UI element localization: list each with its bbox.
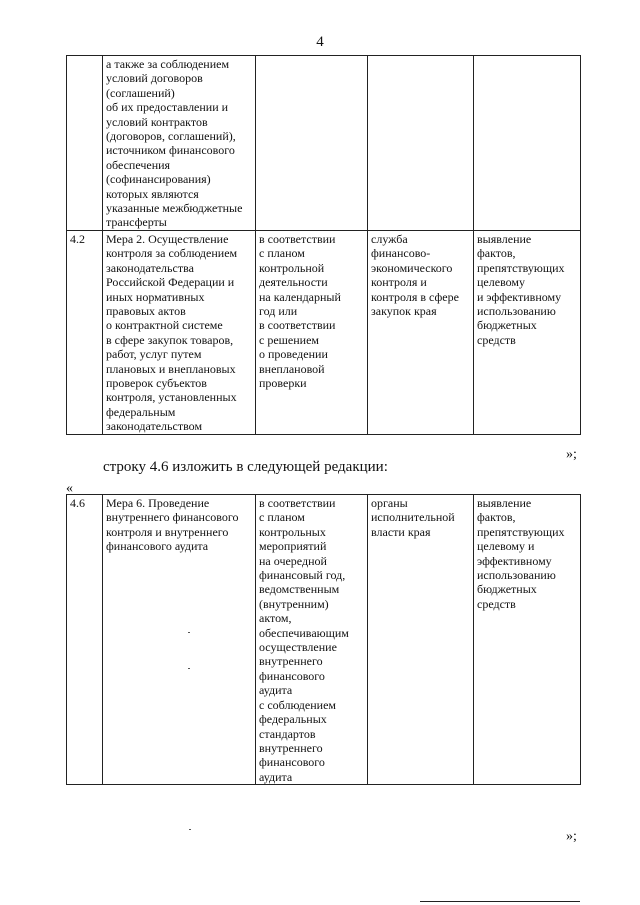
cell-num: 4.6 <box>67 495 103 785</box>
cell-line: (внутренним) <box>259 596 329 611</box>
cell-line: работ, услуг путем <box>106 347 202 362</box>
table-row <box>67 230 581 434</box>
cell-line: закупок края <box>371 303 437 318</box>
cell-line: с планом <box>259 246 305 261</box>
cell-line: в соответствии <box>259 318 336 333</box>
cell-line: внутреннего финансового <box>106 510 239 525</box>
cell-line: фактов, <box>477 510 516 525</box>
cell-line: законодательством <box>106 419 203 434</box>
measures-table-new-row <box>66 494 581 785</box>
cell-line: и эффективному <box>477 289 562 304</box>
cell-result <box>474 230 581 434</box>
cell-measure <box>103 495 256 785</box>
cell-line: финансовый год, <box>259 568 346 583</box>
cell-line: законодательства <box>106 260 194 275</box>
cell-line: финансового <box>259 755 325 770</box>
cell-num: 4.2 <box>67 230 103 434</box>
cell-line: целевому <box>477 275 526 290</box>
cell-line: иных нормативных <box>106 289 205 304</box>
cell-line: проверок субъектов <box>106 375 207 390</box>
cell-result <box>474 56 581 231</box>
cell-executor <box>368 495 474 785</box>
closing-quote: »; <box>566 829 577 844</box>
cell-line: контроля и внутреннего <box>106 524 229 539</box>
cell-line: о проведении <box>259 347 328 362</box>
cell-line: контрольных <box>259 524 326 539</box>
cell-line: в соответствии <box>259 231 336 246</box>
cell-line: с решением <box>259 332 319 347</box>
cell-line: целевому и <box>477 539 535 554</box>
cell-line: контрольной <box>259 260 325 275</box>
cell-line: финансово- <box>371 246 431 261</box>
measures-table-body <box>67 495 581 785</box>
cell-line: условий договоров <box>106 71 203 86</box>
cell-line: в соответствии <box>259 496 336 510</box>
cell-line: препятствующих <box>477 260 565 275</box>
cell-line: год или <box>259 303 298 318</box>
cell-line: Российской Федерации и <box>106 275 235 290</box>
cell-line: трансферты <box>106 215 167 230</box>
cell-line: на очередной <box>259 553 327 568</box>
cell-line: внеплановой <box>259 361 325 376</box>
cell-num <box>67 56 103 231</box>
cell-line: обеспечивающим <box>259 625 349 640</box>
cell-line: эффективному <box>477 553 552 568</box>
amendment-instruction: строку 4.6 изложить в следующей редакции: <box>103 459 388 475</box>
cell-line: федеральным <box>106 404 176 419</box>
cell-line: (софинансирования) <box>106 172 211 187</box>
cell-line: внутреннего <box>259 654 323 669</box>
cell-measure <box>103 230 256 434</box>
cell-line: источником финансового <box>106 143 235 158</box>
cell-line: в сфере закупок товаров, <box>106 332 234 347</box>
cell-timing <box>256 495 368 785</box>
cell-timing <box>256 230 368 434</box>
cell-line: бюджетных <box>477 318 537 333</box>
cell-line: фактов, <box>477 246 516 261</box>
scan-speck <box>188 632 190 633</box>
cell-line: которых являются <box>106 186 199 201</box>
cell-line: федеральных <box>259 712 327 727</box>
cell-line: об их предоставлении и <box>106 100 229 115</box>
cell-line: Мера 2. Осуществление <box>106 231 229 246</box>
footer-rule <box>420 901 580 902</box>
cell-result <box>474 495 581 785</box>
cell-line: выявление <box>477 496 532 510</box>
cell-line: (соглашений) <box>106 85 175 100</box>
scan-speck <box>189 829 191 830</box>
cell-line: актом, <box>259 611 292 626</box>
cell-line: Мера 6. Проведение <box>106 496 210 510</box>
cell-line: на календарный <box>259 289 341 304</box>
opening-quote: « <box>66 481 73 496</box>
cell-line: контроля за соблюдением <box>106 246 238 261</box>
cell-line: финансового <box>259 668 325 683</box>
cell-line: о контрактной системе <box>106 318 223 333</box>
cell-line: контроля и <box>371 275 427 290</box>
cell-line: с соблюдением <box>259 697 336 712</box>
cell-line: препятствующих <box>477 524 565 539</box>
cell-line: экономического <box>371 260 453 275</box>
closing-quote: »; <box>566 447 577 462</box>
cell-timing <box>256 56 368 231</box>
cell-line: (договоров, соглашений), <box>106 129 236 144</box>
cell-line: указанные межбюджетные <box>106 201 243 216</box>
cell-line: мероприятий <box>259 539 327 554</box>
cell-line: выявление <box>477 231 532 246</box>
page-number: 4 <box>316 34 324 50</box>
measures-table-continued <box>66 55 581 435</box>
cell-line: органы <box>371 496 408 510</box>
cell-line: плановых и внеплановых <box>106 361 236 376</box>
table-row <box>67 495 581 785</box>
cell-line: средств <box>477 332 516 347</box>
cell-line: бюджетных <box>477 582 537 597</box>
cell-line: а также за соблюдением <box>106 57 230 71</box>
cell-line: контроля в сфере <box>371 289 459 304</box>
cell-measure <box>103 56 256 231</box>
cell-line: аудита <box>259 683 293 698</box>
table-row <box>67 56 581 231</box>
cell-line: правовых актов <box>106 303 186 318</box>
cell-line: контроля, установленных <box>106 390 237 405</box>
cell-line: использованию <box>477 303 556 318</box>
cell-line: с планом <box>259 510 305 525</box>
cell-line: средств <box>477 596 516 611</box>
cell-line: служба <box>371 231 408 246</box>
cell-line: внутреннего <box>259 740 323 755</box>
cell-line: использованию <box>477 568 556 583</box>
cell-line: деятельности <box>259 275 328 290</box>
cell-line: стандартов <box>259 726 316 741</box>
cell-executor <box>368 56 474 231</box>
cell-executor <box>368 230 474 434</box>
cell-line: условий контрактов <box>106 114 208 129</box>
cell-line: обеспечения <box>106 157 171 172</box>
cell-line: финансового аудита <box>106 539 209 554</box>
cell-line: проверки <box>259 375 307 390</box>
cell-line: аудита <box>259 769 293 784</box>
cell-line: ведомственным <box>259 582 340 597</box>
scan-speck <box>188 668 190 669</box>
cell-line: власти края <box>371 524 431 539</box>
measures-table-body <box>67 56 581 435</box>
cell-line: исполнительной <box>371 510 455 525</box>
cell-line: осуществление <box>259 640 337 655</box>
